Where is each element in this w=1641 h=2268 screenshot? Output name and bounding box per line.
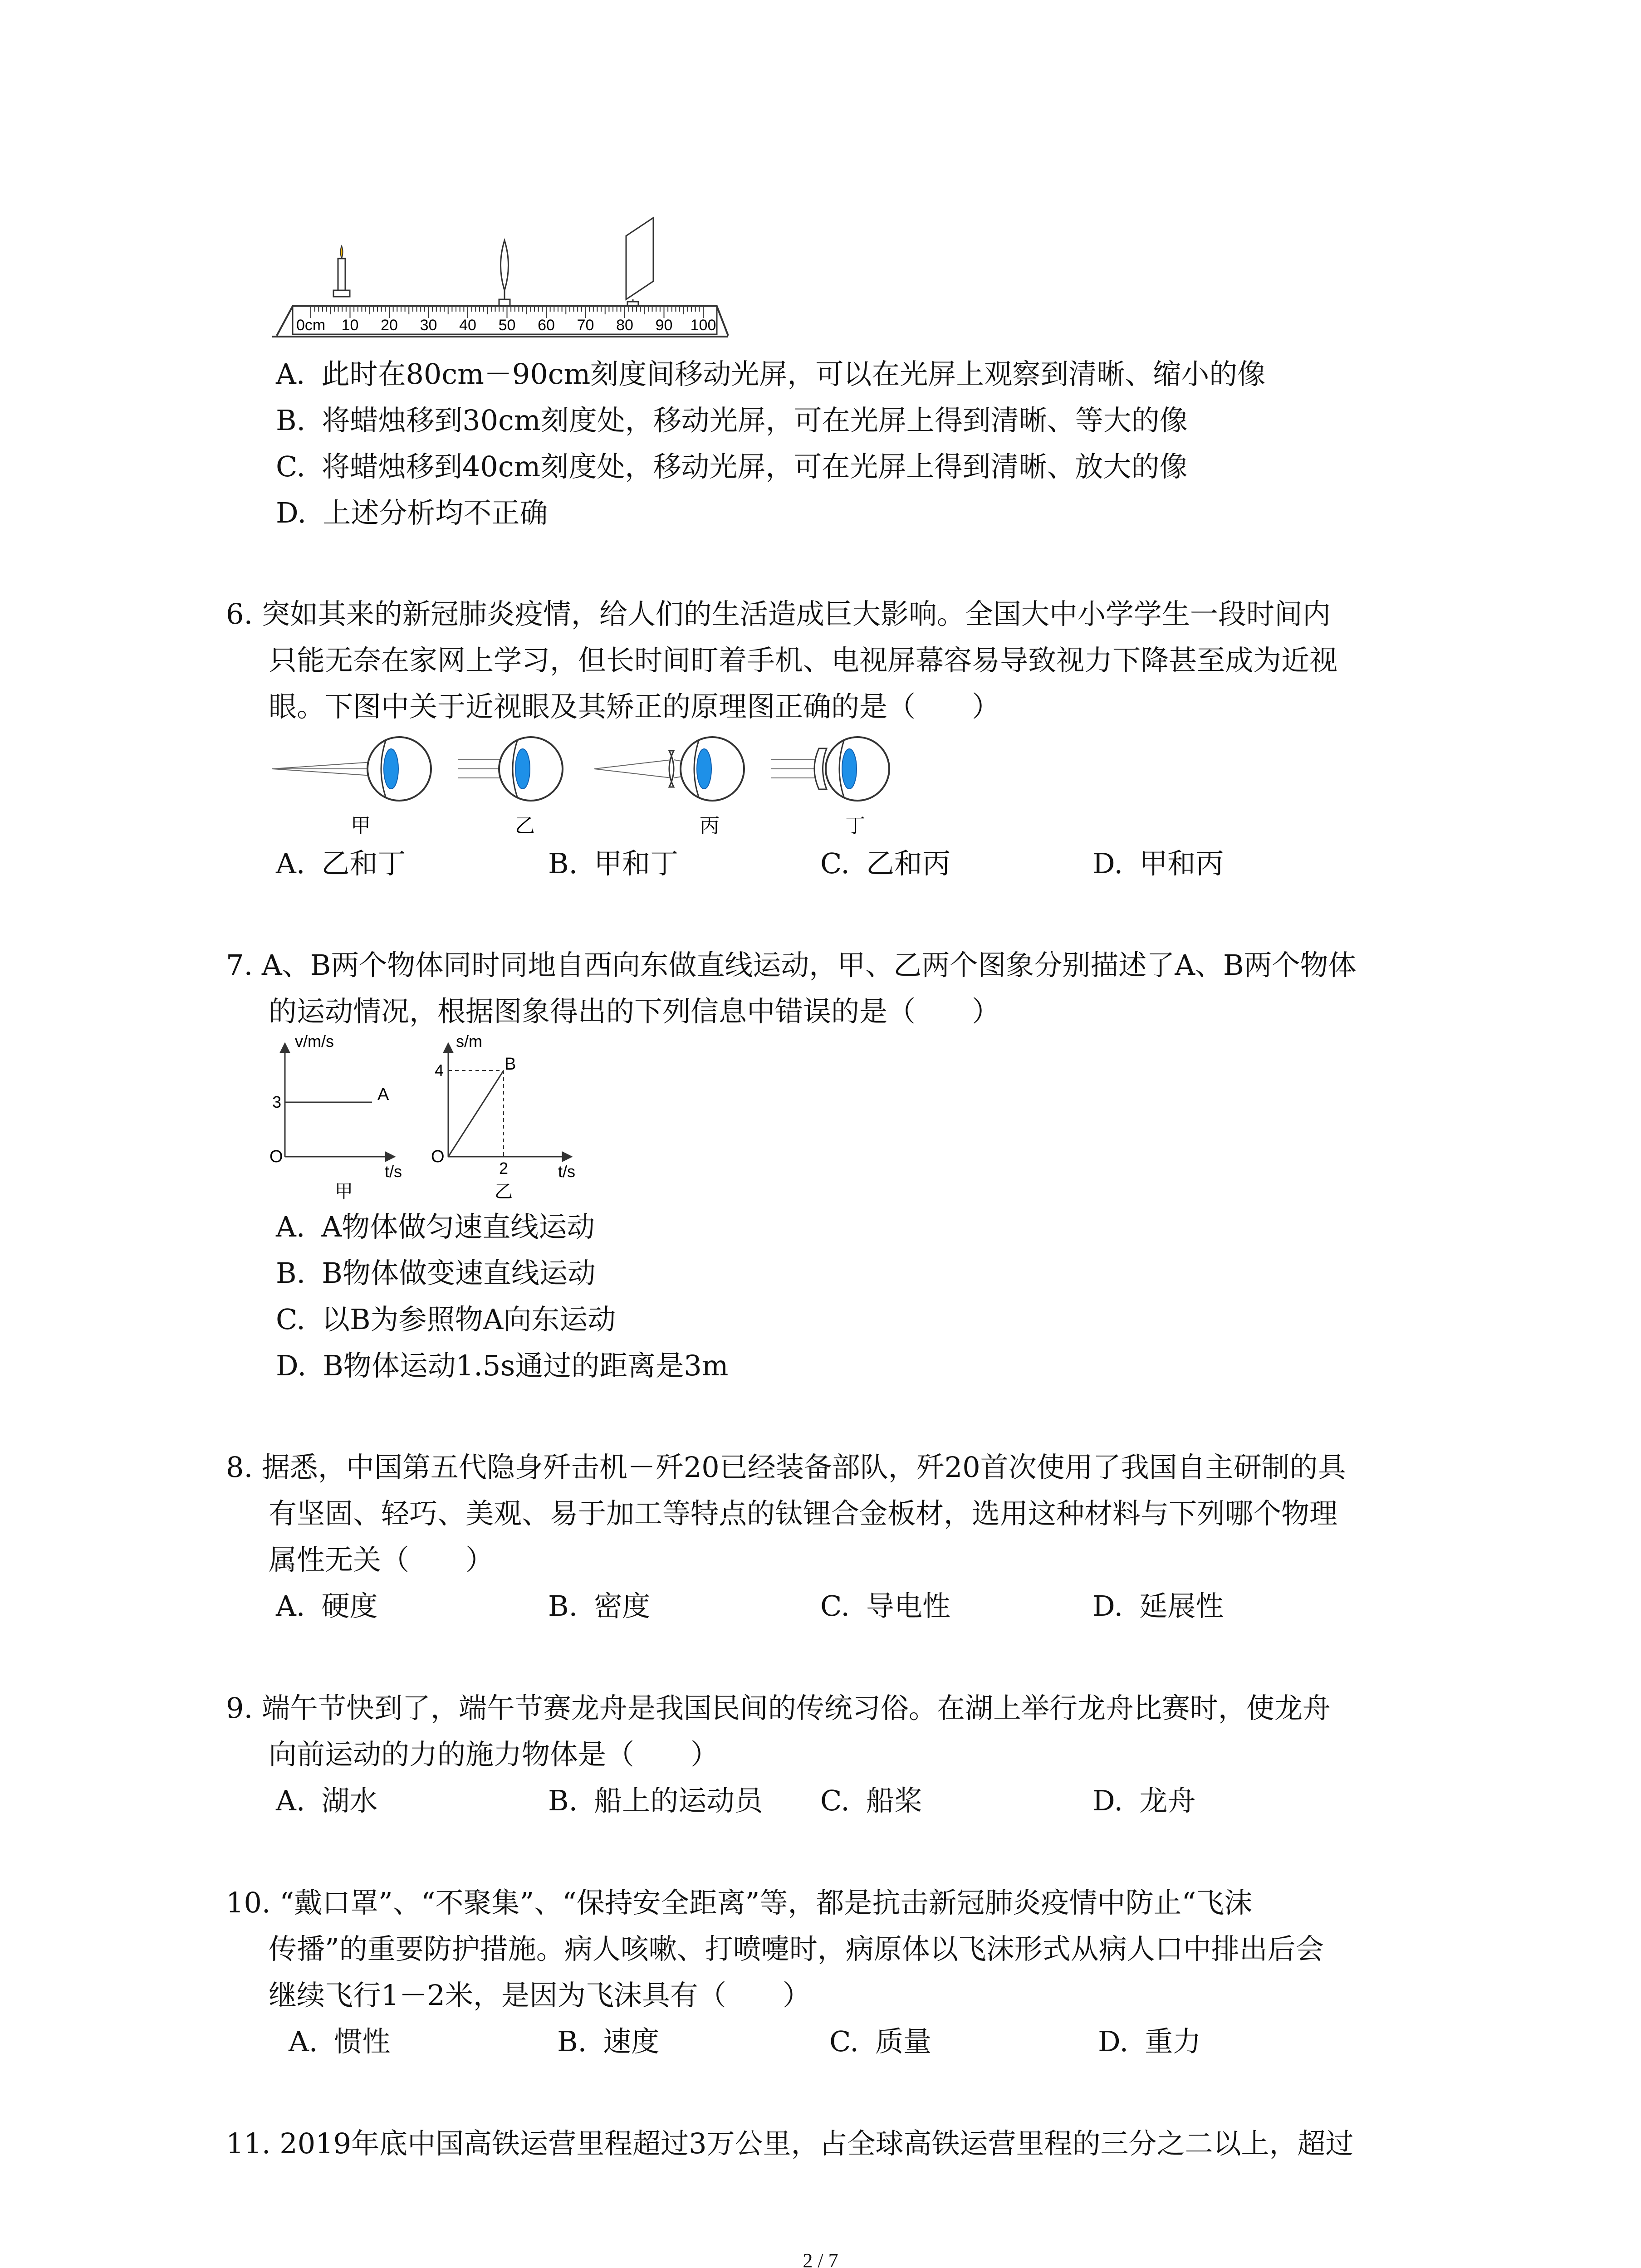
eye-diagram-jia xyxy=(272,737,431,801)
yi-caption: 乙 xyxy=(495,1182,513,1202)
q6-option-c-text: 乙和丙 xyxy=(866,847,950,880)
q6-option-b-key: B. xyxy=(548,847,578,880)
ruler-label: 90 xyxy=(655,317,673,334)
yi-origin: O xyxy=(431,1147,445,1166)
q7-option-c-text: 以B为参照物A向东运动 xyxy=(321,1303,616,1336)
jia-ytick: 3 xyxy=(272,1093,282,1111)
label-jia: 甲 xyxy=(351,815,371,837)
q9-option-a-key: A. xyxy=(276,1784,305,1817)
q10-option-a-text: 惯性 xyxy=(334,2025,391,2058)
label-ding: 丁 xyxy=(845,815,865,837)
q6-option-d-key: D. xyxy=(1092,847,1123,880)
yi-ytick: 4 xyxy=(435,1061,444,1080)
q5-option-c-key: C. xyxy=(276,450,305,483)
q7-option-a-text: A物体做匀速直线运动 xyxy=(321,1210,595,1243)
q8-option-b-key: B. xyxy=(548,1589,578,1623)
ruler-label: 100 xyxy=(690,317,716,334)
q6-line-3: 眼。下图中关于近视眼及其矫正的原理图正确的是（ ） xyxy=(269,690,1000,723)
jia-origin: O xyxy=(269,1147,283,1166)
q7-option-c-key: C. xyxy=(276,1303,305,1336)
q8-option-d-key: D. xyxy=(1092,1589,1123,1623)
ruler-label: 40 xyxy=(459,317,476,334)
label-bing: 丙 xyxy=(700,815,720,837)
jia-ylabel: v/m/s xyxy=(295,1032,334,1051)
ruler-label: 70 xyxy=(577,317,594,334)
q6-option-a-key: A. xyxy=(276,847,305,880)
q8-line-2: 有坚固、轻巧、美观、易于加工等特点的钛锂合金板材，选用这种材料与下列哪个物理 xyxy=(269,1497,1338,1530)
convex-lens xyxy=(499,240,510,306)
ruler xyxy=(272,306,728,337)
yi-xlabel: t/s xyxy=(558,1162,576,1181)
q10-option-d-text: 重力 xyxy=(1145,2025,1201,2058)
q9-option-b-text: 船上的运动员 xyxy=(594,1784,763,1817)
q5-option-b-key: B. xyxy=(276,404,306,437)
ruler-label: 20 xyxy=(381,317,398,334)
q5-option-d-text: 上述分析均不正确 xyxy=(323,496,548,529)
q7-option-b-text: B物体做变速直线运动 xyxy=(322,1256,596,1290)
q5-option-a-text: 此时在80cm－90cm刻度间移动光屏，可以在光屏上观察到清晰、缩小的像 xyxy=(321,357,1266,391)
q7-option-a-key: A. xyxy=(276,1210,305,1243)
q6-option-a-text: 乙和丁 xyxy=(321,847,406,880)
q6-option-c-key: C. xyxy=(820,847,850,880)
q8-option-c-key: C. xyxy=(820,1589,850,1623)
q5-option-b-text: 将蜡烛移到30cm刻度处，移动光屏，可在光屏上得到清晰、等大的像 xyxy=(322,404,1188,437)
q5-option-d-key: D. xyxy=(276,496,307,529)
q8-option-c-text: 导电性 xyxy=(866,1589,950,1623)
q9-option-b-key: B. xyxy=(548,1784,578,1817)
q10-option-d-key: D. xyxy=(1098,2025,1129,2058)
eye-diagram-bing xyxy=(594,737,744,801)
yi-ylabel: s/m xyxy=(456,1032,482,1051)
optical-bench-figure xyxy=(268,213,730,349)
q11-line-1: 11. 2019年底中国高铁运营里程超过3万公里，占全球高铁运营里程的三分之二以上，超过 xyxy=(226,2127,1354,2160)
ruler-label: 0cm xyxy=(296,317,326,334)
q6-line-2: 只能无奈在家网上学习，但长时间盯着手机、电视屏幕容易导致视力下降甚至成为近视 xyxy=(269,644,1338,677)
q10-option-a-key: A. xyxy=(289,2025,318,2058)
q5-option-a-key: A. xyxy=(276,357,305,391)
yi-point-label: B xyxy=(505,1055,516,1074)
q10-line-1: 10. “戴口罩”、“不聚集”、“保持安全距离”等，都是抗击新冠肺炎疫情中防止“飞沫 xyxy=(226,1886,1253,1919)
motion-graphs-figure xyxy=(263,1030,608,1207)
q10-option-c-text: 质量 xyxy=(875,2025,931,2058)
q10-option-c-key: C. xyxy=(829,2025,859,2058)
q10-line-2: 传播”的重要防护措施。病人咳嗽、打喷嚏时，病原体以飞沫形式从病人口中排出后会 xyxy=(269,1932,1324,1965)
page-number: 2 / 7 xyxy=(803,2249,838,2268)
ruler-label: 30 xyxy=(420,317,437,334)
eye-diagrams-figure xyxy=(268,726,921,844)
q9-option-d-text: 龙舟 xyxy=(1139,1784,1196,1817)
eye-diagram-yi xyxy=(458,737,563,801)
label-yi: 乙 xyxy=(515,815,535,837)
light-screen xyxy=(626,218,653,307)
graph-jia xyxy=(269,1032,402,1202)
q10-option-b-text: 速度 xyxy=(603,2025,660,2058)
q8-line-3: 属性无关（ ） xyxy=(269,1543,494,1576)
q6-option-b-text: 甲和丁 xyxy=(594,847,679,880)
q9-option-a-text: 湖水 xyxy=(321,1784,378,1817)
graph-yi xyxy=(431,1032,575,1202)
q8-option-a-text: 硬度 xyxy=(321,1589,378,1623)
q8-option-b-text: 密度 xyxy=(594,1589,651,1623)
q6-line-1: 6. 突如其来的新冠肺炎疫情，给人们的生活造成巨大影响。全国大中小学学生一段时间内 xyxy=(226,597,1331,631)
yi-xtick: 2 xyxy=(499,1159,509,1178)
q9-option-c-key: C. xyxy=(820,1784,850,1817)
q7-option-b-key: B. xyxy=(276,1256,306,1290)
eye-diagram-ding xyxy=(771,737,889,801)
q7-option-d-key: D. xyxy=(276,1349,307,1382)
q5-option-c-text: 将蜡烛移到40cm刻度处，移动光屏，可在光屏上得到清晰、放大的像 xyxy=(321,450,1188,483)
ruler-label: 80 xyxy=(616,317,633,334)
q10-line-3: 继续飞行1－2米，是因为飞沫具有（ ） xyxy=(269,1979,811,2012)
q7-line-2: 的运动情况，根据图象得出的下列信息中错误的是（ ） xyxy=(269,995,1000,1028)
q8-option-d-text: 延展性 xyxy=(1139,1589,1224,1623)
q9-option-d-key: D. xyxy=(1092,1784,1123,1817)
q8-line-1: 8. 据悉，中国第五代隐身歼击机－歼20已经装备部队，歼20首次使用了我国自主研制的具 xyxy=(226,1451,1346,1484)
q7-option-d-text: B物体运动1.5s通过的距离是3m xyxy=(323,1349,729,1382)
q6-option-d-text: 甲和丙 xyxy=(1139,847,1224,880)
q7-line-1: 7. A、B两个物体同时同地自西向东做直线运动，甲、乙两个图象分别描述了A、B两个物体 xyxy=(226,948,1357,982)
q9-line-2: 向前运动的力的施力物体是（ ） xyxy=(269,1738,719,1771)
jia-line-label: A xyxy=(377,1085,389,1104)
q8-option-a-key: A. xyxy=(276,1589,305,1623)
q9-line-1: 9. 端午节快到了，端午节赛龙舟是我国民间的传统习俗。在湖上举行龙舟比赛时，使龙舟 xyxy=(226,1691,1331,1725)
jia-xlabel: t/s xyxy=(385,1162,402,1181)
candle xyxy=(333,246,350,297)
ruler-label: 60 xyxy=(538,317,555,334)
q9-option-c-text: 船桨 xyxy=(866,1784,922,1817)
ruler-label: 10 xyxy=(341,317,359,334)
line-b xyxy=(448,1070,504,1157)
q10-option-b-key: B. xyxy=(557,2025,587,2058)
jia-caption: 甲 xyxy=(335,1182,353,1202)
ruler-label: 50 xyxy=(498,317,516,334)
